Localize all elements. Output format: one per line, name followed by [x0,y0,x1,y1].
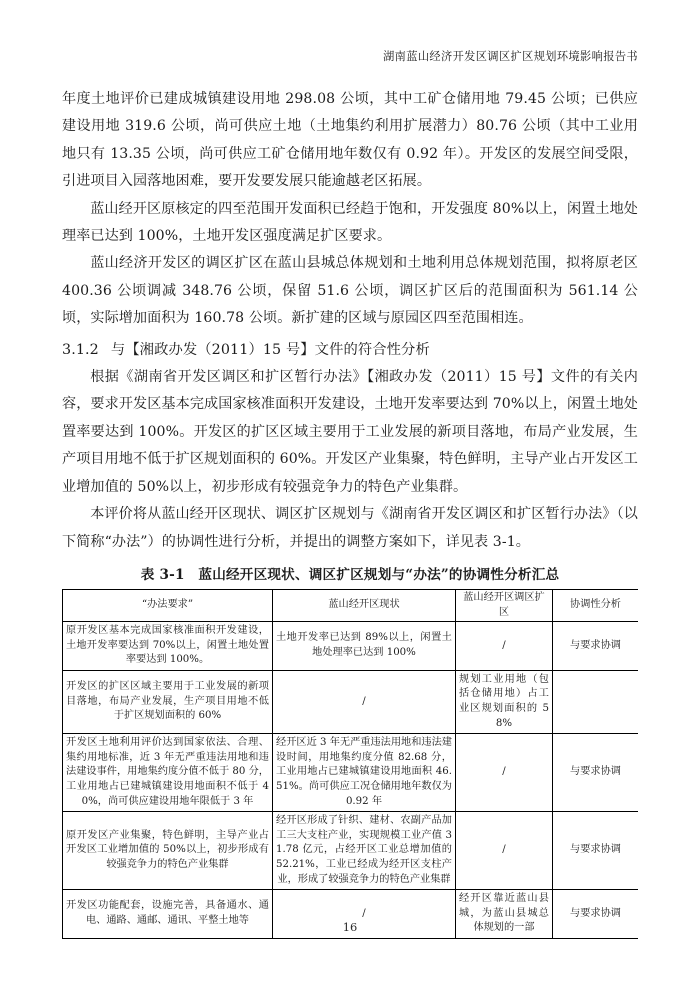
section-heading-3-1-2 [62,337,638,364]
coordination-analysis-table [62,589,638,939]
cell-requirement: 原开发区产业集聚，特色鲜明，主导产业占开发区工业增加值的 50%以上，初步形成有较强竞争力的特色产业集群 [63,812,273,890]
cell-analysis [553,670,639,733]
table-header-row [63,589,639,621]
cell-requirement: 开发区土地利用评价达到国家依法、合理、集约用地标准，近 3 年无严重违法用地和违法建设事件，用地集约度分值不低于 80 分，工业用地占已建城镇建设用地面积不低于 40%，尚可供应建设用地年限低于 3 年 [63,734,273,812]
paragraph-5: 本评价将从蓝山经开区现状、调区扩区规划与《湖南省开发区调区和扩区暂行办法》（以下简称“办法”）的协调性进行分析，并提出的调整方案如下，详见表 3-1。 [62,506,638,550]
section-number: 3.1.2 [62,341,99,358]
cell-analysis: 与要求协调 [553,890,639,939]
cell-expansion: 经开区靠近蓝山县城，为蓝山县城总体规划的一部 [456,890,553,939]
table-caption: 表 3-1 蓝山经开区现状、调区扩区规划与“办法”的协调性分析汇总 [140,566,560,583]
page-content [62,86,638,939]
cell-expansion: / [456,622,553,671]
cell-requirement: 原开发区基本完成国家核准面积开发建设，土地开发率要达到 70%以上，闲置土地处置率要达到 100%。 [63,622,273,671]
table-row [63,622,639,671]
paragraph-4: 根据《湖南省开发区调区和扩区暂行办法》【湘政办发（2011）15 号】文件的有关内容，要求开发区基本完成国家核准面积开发建设，土地开发率要达到 70%以上，闲置土地处置率要达到 100%。开发区的扩区区域主要用于工业发展的新项目落地，布局产业发展，生产项目用地不低于扩区规划面积的 60%。开发区产业集聚，特色鲜明，主导产业占开发区工业增加值的 50%以上，初步形成有较强竞争力的特色产业集群。 [62,369,638,495]
table-row [63,734,639,812]
cell-status: 经开区形成了针织、建材、农副产品加工三大支柱产业，实现规模工业产值 31.78 亿元，占经开区工业总增加值的 52.21%，工业已经成为经开区支柱产业，形成了较强竞争力的特色产业集群 [273,812,456,890]
paragraph-2: 蓝山经开区原核定的四至范围开发面积已经趋于饱和，开发强度 80%以上，闲置土地处理率已达到 100%，土地开发区强度满足扩区要求。 [62,200,638,245]
cell-requirement: 开发区的扩区区域主要用于工业发展的新项目落地，布局产业发展，生产项目用地不低于扩区规划面积的 60% [63,670,273,733]
table-row [63,670,639,733]
cell-requirement: 开发区功能配套，设施完善，具备通水、通电、通路、通邮、通讯、平整土地等 [63,890,273,939]
table-row [63,812,639,890]
cell-analysis: 与要求协调 [553,622,639,671]
running-header: 湖南蓝山经济开发区调区扩区规划环境影响报告书 [383,50,638,63]
cell-status: 经开区近 3 年无严重违法用地和违法建设时间，用地集约度分值 82.68 分，工业用地占已建城镇建设用地面积 46.51%。尚可供应工况仓储用地年数仅为 0.92 年 [273,734,456,812]
page-number: 16 [342,920,358,934]
paragraph-1: 年度土地评价已建成城镇建设用地 298.08 公顷，其中工矿仓储用地 79.45 公顷；已供应建设用地 319.6 公顷，尚可供应土地（土地集约利用扩展潜力）80.76 公顷（其中工业用地只有 13.35 公顷，尚可供应工矿仓储用地年数仅有 0.92 年）。开发区的发展空间受限，引进项目入园落地困难，要开发要发展只能逾越老区拓展。 [62,91,638,190]
section-title: 与【湘政办发（2011）15 号】文件的符合性分析 [110,341,430,358]
table-clip-region [62,589,638,939]
table-header-status: 蓝山经开区现状 [273,589,456,621]
cell-status: / [273,670,456,733]
paragraph-3: 蓝山经济开发区的调区扩区在蓝山县城总体规划和土地利用总体规划范围，拟将原老区 400.36 公顷调减 348.76 公顷，保留 51.6 公顷，调区扩区后的范围面积为 561.14 公顷，实际增加面积为 160.78 公顷。新扩建的区域与原园区四至范围相连。 [62,255,638,327]
cell-status: 土地开发率已达到 89%以上，闲置土地处理率已达到 100% [273,622,456,671]
cell-expansion: / [456,734,553,812]
table-header-analysis: 协调性分析 [553,589,639,621]
cell-status: / [273,890,456,939]
cell-expansion: / [456,812,553,890]
table-header-requirement: “办法要求” [63,589,273,621]
cell-analysis: 与要求协调 [553,734,639,812]
cell-analysis: 与要求协调 [553,812,639,890]
cell-expansion: 规划工业用地（包括仓储用地）占工业区规划面积的 58% [456,670,553,733]
table-header-expansion: 蓝山经开区调区扩区 [456,589,553,621]
